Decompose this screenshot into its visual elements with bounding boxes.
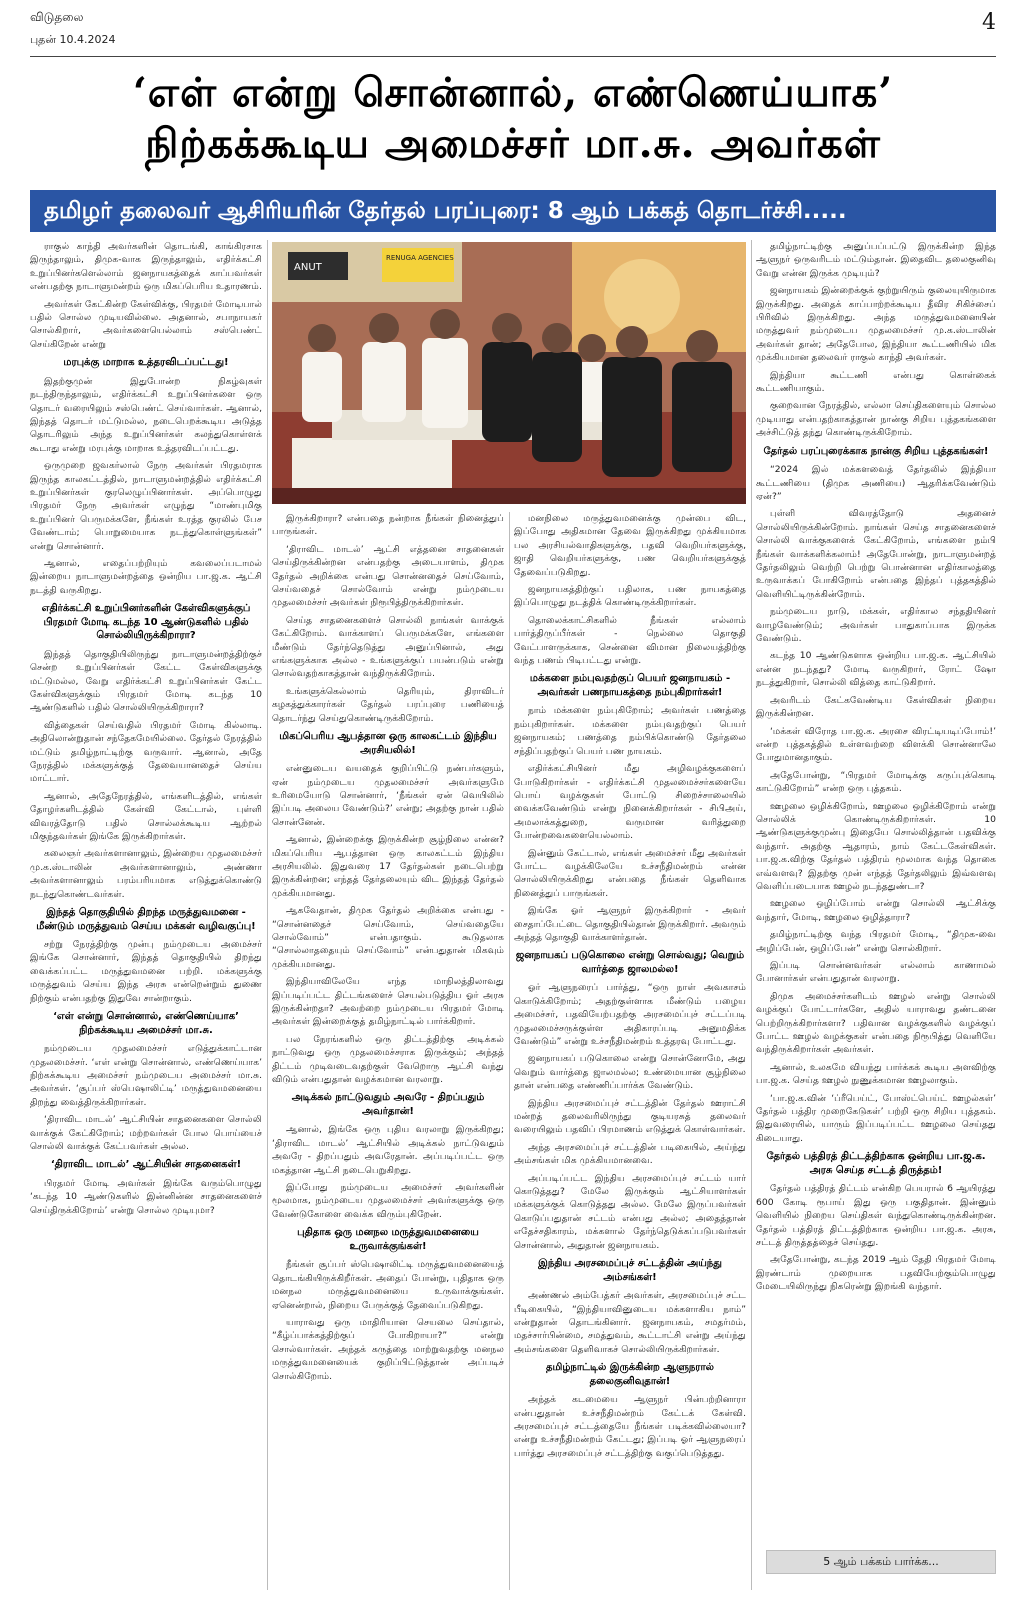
article-column-1 [30,240,262,1590]
paragraph: அண்ணல் அம்பேத்கர் அவர்கள், அரசமைப்புச் சட்ட பீடிகையில், “இந்தியாவினுடைய மக்களாகிய நாம்” என்றுதான் தொடங்கினார். ஜனநாயகம், சமதர்மம், மதச்சார்பின்மை, சமத்துவம், கூட்டாட்சி என்று அய்ந்து அம்சங்களை தெளிவாகச் சொல்லியிருக்கிறார்கள். [514,1290,746,1355]
paragraph: அந்த அரசமைப்புச் சட்டத்தின் படிகையில், அய்ந்து அம்சங்கள் மிக முக்கியமானவை. [514,1141,746,1167]
subheading: எதிர்க்கட்சி உறுப்பினர்களின் கேள்விகளுக்குப் பிரதமர் மோடி கடந்த 10 ஆண்டுகளில் பதில் சொல்லியிருக்கிறாரா? [41,603,251,642]
paragraph: ஒருமுறை ஜவகர்லால் நேரு அவர்கள் பிரதமராக இருந்த காலகட்டத்தில், நாடாளுமன்றத்தில் எதிர்க்கட்சி உறுப்பினர்கள் குரலெழுப்பினார்கள். அப்பொழுது பிரதமர் நேரு அவர்கள் எழுந்து “மாண்புமிகு உறுப்பினர் பெருமக்களே, நீங்கள் உரத்த குரலில் பேச வேண்டாம்; பொறுமையாக நடந்துகொள்ளுங்கள்” என்று சொன்னார். [30,460,262,552]
paragraph: அந்தக் கடமையை ஆளுநர் பின்பற்றினாரா என்பதுதான் உச்சநீதிமன்றம் கேட்டக் கேள்வி. அரசமைப்புச் சட்டத்தையே நீங்கள் படிக்கவில்லையா? என்று உச்சநீதிமன்றம் கேட்டது; இப்படி ஓர் ஆளுநரைப் பார்த்து அரசமைப்புச் சட்டத்திற்கு வகுப்பெடுத்தது. [514,1394,746,1459]
paragraph: செய்த சாதனைகளைச் சொல்லி நாங்கள் வாக்குக் கேட்கிறோம். வாக்காளப் பெருமக்களே, எங்களை மீண்டும் தேர்ந்தெடுத்து அனுப்பினால், அது எங்களுக்காக அல்ல - உங்களுக்குப் பயன்படும் என்று சொல்வதற்காகத்தான் வந்திருக்கிறோம். [272,614,504,680]
paragraph: ஜனநாயகத்திற்குப் பதிலாக, பண நாயகத்தை இப்பொழுது நடத்திக் கொண்டிருக்கிறார்கள். [514,584,746,609]
paragraph: இருக்கிறாரா? என்பதை நன்றாக நீங்கள் நினைத்துப் பாருங்கள். [272,513,504,538]
paragraph: இப்படி சொன்னவர்கள் எல்லாம் காணாமல் போனார்கள் என்பதுதான் வரலாறு. [756,960,996,985]
paragraph: ஓர் ஆளுநரைப் பார்த்து, “ஒரு நாள் அவகாசம் கொடுக்கிறோம்; அதற்குள்ளாக மீண்டும் பழைய அமைச்சர், பதவியேற்பதற்கு அரசமைப்புச் சட்டப்படி முதலமைச்சருக்குள்ள அதிகாரப்படி அனுமதிக்க வேண்டும்” என்று உச்சநீதிமன்றம் உத்தரவு போட்டது. [514,982,746,1047]
paragraph: ஜனநாயகப் படுகொலை என்று சொன்னோமே, அது வெறும் வார்த்தை ஜாலமல்ல; உண்மையான சூழ்நிலை தான் என்பதை எண்ணிப்பார்க்க வேண்டும். [514,1053,746,1092]
paragraph: ஆகவேதான், திமுக தேர்தல் அறிக்கை என்பது - “சொன்னதைச் செய்வோம், செய்வதையே சொல்வோம்” என்பதாகும். கூடுதலாக “சொல்லாததையும் செய்வோம்” என்பதுதான் மிகவும் முக்கியமானது. [272,905,504,970]
subheading: ‘எள் என்று சொன்னால், எண்ணெய்யாக’ நிற்கக்கூடிய அமைச்சர் மா.சு. [53,1011,239,1036]
paragraph: ஆனால், உலகமே வியந்து பார்க்கக் கூடிய அளவிற்கு பா.ஜ.க. செய்த ஊழல் நுணுக்கமான ஊழலாகும். [756,1061,996,1087]
subheading: தேர்தல் பத்திரத் திட்டத்திற்காக ஒன்றிய பா.ஜ.க. அரசு செய்த சட்டத் திருத்தம்! [766,1151,986,1176]
subheading: தேர்தல் பரப்புரைக்காக நான்கு சிறிய புத்தகங்கள்! [763,445,989,457]
article-column-3 [514,512,746,1590]
subheading: ‘திராவிட மாடல்’ ஆட்சியின் சாதனைகள்! [50,1159,242,1171]
article-column-2 [272,512,504,1590]
paragraph: இந்தத் தொகுதியிலிருந்து நாடாளுமன்றத்திற்குச் சென்ற உறுப்பினர்கள் கேட்ட கேள்விகளுக்கு மட்டுமல்ல, வேறு எதிர்க்கட்சி உறுப்பினர்கள் கேட்ட கேள்விகளுக்கும் பிரதமர் மோடி கடந்த 10 ஆண்டுகளில் பதில் சொல்லியிருக்கிறாரா? [30,648,262,714]
paragraph: அப்படிப்பட்ட இந்திய அரசமைப்புச் சட்டம் யார் கொடுத்தது? மேலே இருக்கும் ஆட்சியாளர்கள் மக்களுக்குக் கொடுத்தது அல்ல. மேலே இருப்பவர்கள் கொடுப்பதுதான் சட்டம் என்பது அல்ல; அதைத்தான் எதேச்சதிகாரம், மக்களால் தேர்ந்தெடுக்கப்படுபவர்கள் சொன்னால், அதுதான் ஜனநாயகம். [514,1172,746,1251]
section-banner: தமிழர் தலைவர் ஆசிரியரின் தேர்தல் பரப்புரை: 8 ஆம் பக்கத் தொடர்ச்சி..... [30,190,996,232]
paragraph: இதற்குமுன் இதுபோன்ற நிகழ்வுகள் நடந்திருந்தாலும், எதிர்க்கட்சி உறுப்பினர்களை ஒரு தொடர் வரையிலும் சஸ்பெண்ட் செய்வார்கள். ஆனால், இந்தத் தொடர் மட்டுமல்ல, நடைபெறக்கூடிய அடுத்த தொடரிலும் அந்த உறுப்பினர்கள் கலந்துகொள்ளக் கூடாது என்று மரபுக்கு மாறாக உத்தரவிடப்பட்டது. [30,375,262,454]
paragraph: ராகுல் காந்தி அவர்களின் தொடங்கி, காங்கிரசாக இருந்தாலும், திமுக-வாக இருந்தாலும், எதிர்க்கட்சி உறுப்பினர்களெல்லாம் ஜனநாயகத்தைக் காப்பவர்கள் என்பதற்கு நாடாளுமன்றம் ஒரு மிகப்பெரிய உதாரணம். [30,241,262,293]
event-photo-illustration [272,242,746,504]
paragraph: யாராவது ஒரு மாதிரியான செயலை செய்தால், “கீழ்ப்பாக்கத்திற்குப் போகிறாயா?” என்று சொல்வார்கள். அந்தக் கருத்தை மாற்றுவதற்கு மனநல மருத்துவமனையைக் குறிப்பிட்டுத்தான் அப்படிச் சொல்கிறோம். [272,1316,504,1382]
paragraph: இன்னும் கேட்டால், எங்கள் அமைச்சர் மீது அவர்கள் போட்ட வழக்கிலேயே உச்சநீதிமன்றம் என்ன சொல்லியிருக்கிறது என்பதை நீங்கள் தெளிவாக நினைத்துப் பாருங்கள். [514,847,746,899]
paragraph: என்னுடைய வயதைக் குறிப்பிட்டு நண்பர்களும், ஏன் நம்முடைய முதலமைச்சர் அவர்களுமே உரிமையோடு சொன்னார், ‘நீங்கள் ஏன் வெயிலில் இப்படி அலைய வேண்டும்?’ என்று; அதற்கு நான் பதில் சொன்னேன். [272,763,504,828]
paragraph: திமுக அமைச்சர்களிடம் ஊழல் என்று சொல்லி வழக்குப் போட்டார்களே, அதில் யாராவது தண்டனை பெற்றிருக்கிறார்களா? பதிவான வழக்குகளில் வழக்குப் போட்ட ஊழல் வழக்குகள் என்பதை நிரூபித்து வெளியே வந்திருக்கிறார்கள் அவர்கள். [756,990,996,1056]
paragraph: ஆனால், அதேநேரத்தில், எங்களிடத்தில், எங்கள் தோழர்களிடத்தில் கேள்வி கேட்டால், புள்ளி விவரத்தோடு பதில் சொல்லக்கூடிய ஆற்றல் மிகுந்தவர்கள் இங்கே இருக்கிறார்கள். [30,790,262,843]
page-number: 4 [982,10,996,35]
column-divider [751,240,752,1590]
paragraph: அதேபோன்று, “பிரதமர் மோடிக்கு கருப்புக்கொடி காட்டுகிறோம்” என்ற ஒரு புத்தகம். [756,769,996,795]
paragraph: கலைஞர் அவர்களானாலும், இன்றைய முதலமைச்சர் மு.க.ஸ்டாலின் அவர்களானாலும், அண்ணா அவர்களானாலும் பரம்பரியமாக எடுத்துக்கொண்டு நடந்துகொண்டவர்கள். [30,848,262,900]
photo-sign-renuga: RENUGA AGENCIES [386,254,454,262]
headline-line-2: நிற்கக்கூடிய அமைச்சர் மா.சு. அவர்கள் [145,120,881,167]
masthead-rule [30,56,996,57]
paragraph: ஆனால், எதைப்பற்றியும் கவலைப்படாமல் இன்றைய நாடாளுமன்றத்தை ஒன்றிய பா.ஜ.க. ஆட்சி நடத்தி வருகிறது. [30,558,262,596]
subheading: புதிதாக ஒரு மனநல மருத்துவமனையை உருவாக்குங்கள்! [297,1227,479,1252]
paragraph: அதேபோன்று, கடந்த 2019 ஆம் தேதி பிரதமர் மோடி இரண்டாம் முறையாக பதவியேற்கும்பொழுது மேடையிலிருந்து நிகரென்று இறங்கி வந்தார். [756,1254,996,1293]
subheading: அடிக்கல் நாட்டுவதும் அவரே - திறப்பதும் அவர்தான்! [291,1092,485,1117]
paragraph: ஊழலை ஒழிப்போம் என்று சொல்லி ஆட்சிக்கு வந்தார், மோடி, ஊழலை ஒழித்தாரா? [756,898,996,923]
continued-on-page-note: 5 ஆம் பக்கம் பார்க்க... [766,1550,996,1574]
subheading: மிகப்பெரிய ஆபத்தான ஒரு காலகட்டம் இந்திய அரசியலில்! [279,731,497,756]
headline [30,68,996,170]
paragraph: நம்முடைய நாடு, மக்கள், எதிர்கால சந்ததியினர் வாழவேண்டும்; அவர்கள் பாதுகாப்பாக இருக்க வேண்டும். [756,606,996,645]
paragraph: தமிழ்நாட்டிற்கு அனுப்பப்பட்டு இருக்கின்ற இந்த ஆளுநர் ஒருவரிடம் மட்டும்தான். இதைவிட தலைகுனிவு வேறு என்ன இருக்க முடியும்? [756,241,996,279]
headline-line-1: ‘எள் என்று சொன்னால், எண்ணெய்யாக’ [132,69,894,116]
subheading: மரபுக்கு மாறாக உத்தரவிடப்பட்டது! [63,357,229,369]
paragraph: வித்தைகள் செய்வதில் பிரதமர் மோடி கில்லாடி. அதிலொன்றுதான் சந்தேகமேயில்லை. தேர்தல் நேரத்தில் மட்டும் தமிழ்நாட்டிற்கு வருவார். ஆனால், அதே நேரத்தில் மக்களுக்குத் தேவையானதைச் செய்ய மாட்டார். [30,719,262,785]
paragraph: ‘பா.ஜ.க.வின் ‘ப்ரீபெய்ட், போஸ்ட்பெய்ட் ஊழல்கள்’ தேர்தல் பத்திர முறைகேடுகள்’ பற்றி ஒரு சிறிய புத்தகம். இதுவரையில், யாரும் இப்படிப்பட்ட ஊழலை செய்தது கிடையாது. [756,1092,996,1144]
paragraph: இந்தியாவிலேயே எந்த மாநிலத்திலாவது இப்படிப்பட்ட திட்டங்களைச் செயல்படுத்திய ஓர் அரசு இருக்கின்றதா? அவற்றை நம்முடைய பிரதமர் மோடி அவர்கள் இன்றைக்குத் தமிழ்நாட்டில் பார்க்கிறார். [272,976,504,1028]
subheading: ஜனநாயகப் படுகொலை என்று சொல்வது; வெறும் வார்த்தை ஜாலமல்ல! [515,950,745,975]
issue-date: புதன் 10.4.2024 [30,33,116,46]
subheading: இந்தத் தொகுதியில் திறந்த மருத்துவமனை - மீண்டும் மருத்துவம் செய்ய மக்கள் வழிவகுப்பு! [36,907,256,932]
paragraph: சற்று நேரத்திற்கு முன்பு நம்முடைய அமைச்சர் இங்கே சொன்னார், இந்தத் தொகுதியில் திறந்து வைக்கப்பட்ட மருத்துவமனை பற்றி. மக்களுக்கு மருத்துவம் செய்ய இந்த அரசு என்றென்றும் துணை நிற்கும் என்பதற்கு இதுவே சான்றாகும். [30,939,262,1004]
masthead [30,8,996,60]
paragraph: “2024 இல் மக்களவைத் தேர்தலில் இந்தியா கூட்டணியை (திமுக அணியை) ஆதரிக்கவேண்டும் ஏன்?” [756,464,996,502]
paragraph: நீங்கள் சூப்பர் ஸ்பெஷாலிட்டி மருத்துவமனையைத் தொடங்கியிருக்கிறீர்கள். அதைப் போன்று, புதிதாக ஒரு மனநல மருத்துவமனையை உருவாக்குங்கள். ஏனென்றால், நிறைய பேருக்குத் தேவைப்படுகிறது. [272,1259,504,1311]
paragraph: எதிர்க்கட்சியினர் மீது அழிவழக்குகளைப் போடுகிறார்கள் - எதிர்க்கட்சி முதலமைச்சர்களையே பொய் வழக்குகள் போட்டு சிறைச்சாலையில் வைக்கவேண்டும் என்று நினைக்கிறார்கள் - சிபிஅய், அமலாக்கத்துறை, வருமான வரித்துறை போன்றவைகளையெல்லாம். [514,763,746,842]
paragraph: நாம் மக்களை நம்புகிறோம்; அவர்கள் பணத்தை நம்புகிறார்கள். மக்களை நம்புவதற்குப் பெயர் ஜனநாயகம்; பணத்தை நம்பிக்கொண்டு தேர்தலை சந்திப்பதற்குப் பெயர் பண நாயகம். [514,705,746,757]
paragraph: உங்களுக்கெல்லாம் தெரியும், திராவிடர் கழகத்துக்காரர்கள் தேர்தல் பரப்புரை பணியைத் தொடர்ந்து செய்துகொண்டிருக்கிறோம். [272,685,504,724]
paragraph: அவரிடம் கேட்கவேண்டிய கேள்விகள் நிறைய இருக்கின்றன. [756,694,996,720]
paragraph: இந்திய அரசமைப்புச் சட்டத்தின் தேர்தல் ஊராட்சி மன்றத் தலைவரிலிருந்து குடியரசுத் தலைவர் வரையிலும் பதவிப் பிரமாணம் எடுத்துக் கொள்வார்கள். [514,1097,746,1136]
paragraph: இந்தியா கூட்டணி என்பது கொள்கைக் கூட்டணியாகும். [756,369,996,395]
paragraph: மனநிலை மருத்துவமனைக்கு முன்பை விட, இப்போது அதிகமான தேவை இருக்கிறது முக்கியமாக பல அரசியல்வாதிகளுக்கு, பதவி வெறியர்களுக்கு, ஜாதி வெறியர்களுக்கு, பண வெறியர்களுக்குத் தேவைப்படுகிறது. [514,513,746,578]
paragraph: ‘திராவிட மாடல்’ ஆட்சி எத்தனை சாதனைகள் செய்திருக்கின்றன என்பதற்கு அடையாளம், திமுக தேர்தல் அறிக்கை என்பது சொன்னதைச் செய்வோம், செய்வதைச் சொல்வோம் என்று நம்முடைய முதலமைச்சர் அவர்கள் நிரூபித்திருக்கிறார்கள். [272,543,504,609]
paragraph: ‘திராவிட மாடல்’ ஆட்சியின் சாதனைகளை சொல்லி வாக்குக் கேட்கிறோம்; மற்றவர்கள் போல பொய்யைச் சொல்லி வாக்குக் கேட்பவர்கள் அல்ல. [30,1114,262,1152]
subheading: தமிழ்நாட்டில் இருக்கின்ற ஆளுநரால் தலைகுனிவுதான்! [546,1362,714,1387]
column-divider [267,240,268,1590]
column-divider [509,512,510,1590]
paragraph: ஜனநாயகம் இன்றைக்குக் குற்றுயிரும் குலையுயிருமாக இருக்கிறது. அதைக் காப்பாற்றக்கூடிய தீவிர சிகிச்சைப் பிரிவில் இருக்கிறது. அந்த மருத்துவமனையின் மருத்துவர் நம்முடைய முதலமைச்சர் மு.க.ஸ்டாலின் அவர்கள் தான்; அதேபோல, இந்தியா கூட்டணியில் மிக முக்கியமான தலைவர் ராகுல் காந்தி அவர்கள். [756,285,996,364]
newspaper-name: விடுதலை [30,10,84,24]
paragraph: அவர்கள் கேட்கின்ற கேள்விக்கு, பிரதமர் மோடியால் பதில் சொல்ல முடியவில்லை. அதனால், சபாநாயகர் சொல்கிறார், அவர்களையெல்லாம் சஸ்பெண்ட் செய்கிறேன் என்று [30,298,262,350]
paragraph: பல நேரங்களில் ஒரு திட்டத்திற்கு அடிக்கல் நாட்டுவது ஒரு முதலமைச்சராக இருக்கும்; அந்தத் திட்டம் முடிவடைவதற்குள் வேறொரு ஆட்சி வந்து விடும் என்பதுதான் வழக்கமான வரலாறு. [272,1033,504,1086]
paragraph: பிரதமர் மோடி அவர்கள் இங்கே வரும்பொழுது ‘கடந்த 10 ஆண்டுகளில் இன்னின்ன சாதனைகளைச் செய்திருக்கிறோம்’ என்று சொல்ல முடியுமா? [30,1177,262,1216]
event-photo [272,242,746,504]
subheading: மக்களை நம்புவதற்குப் பெயர் ஜனநாயகம் - அவர்கள் பணநாயகத்தை நம்புகிறார்கள்! [529,673,731,698]
paragraph: தேர்தல் பத்திரத் திட்டம் என்கிற பெயரால் 6 ஆயிரத்து 600 கோடி ரூபாய் இது ஒரு பகுதிதான். இன்னும் வெளியில் நிறைய செய்திகள் வந்துகொண்டிருக்கின்றன. தேர்தல் பத்திரத் திட்டத்திற்காக ஒன்றிய பா.ஜ.க. அரசு, சட்டத் திருத்தத்தைச் செய்தது. [756,1183,996,1248]
paragraph: குறைவான நேரத்தில், எல்லா செய்திகளையும் சொல்ல முடியாது என்பதற்காகத்தான் நான்கு சிறிய புத்தகங்களை அச்சிட்டுத் தந்து கொண்டிருக்கிறோம். [756,400,996,439]
paragraph: தொலைக்காட்சிகளில் நீங்கள் எல்லாம் பார்த்திருப்பீர்கள் - நெல்லை தொகுதி வேட்பாளருக்காக, சென்னை விமான நிலையத்திற்கு வந்த பணம் பிடிபட்டது என்று. [514,614,746,667]
paragraph: தமிழ்நாட்டிற்கு வந்த பிரதமர் மோடி, “திமுக-வை அழிப்பேன், ஒழிப்பேன்” என்று சொல்கிறார். [756,929,996,954]
paragraph: ‘மக்கள் விரோத பா.ஜ.க. அரசை விரட்டியடிப்போம்!’ என்ற புத்தகத்தில் உள்ளவற்றை விளக்கி சொன்னாலே போதுமானதாகும். [756,725,996,764]
paragraph: நம்முடைய முதலமைச்சர் எடுத்துக்காட்டான முதலமைச்சர். ‘எள் என்று சொன்னால், எண்ணெய்யாக’ நிற்கக்கூடிய அமைச்சர் நம்முடைய அமைச்சர் மா.சு. அவர்கள். ‘சூப்பர் ஸ்பெஷாலிட்டி’ மருத்துவமனையை திறந்து வைத்திருக்கிறார்கள். [30,1043,262,1108]
paragraph: இங்கே ஓர் ஆளுநர் இருக்கிறார் - அவர் சைதாப்பேட்டை தொகுதியில்தான் இருக்கிறார். அவரும் அந்தத் தொகுதி வாக்காளர்தான். [514,905,746,943]
paragraph: ஆனால், இங்கே ஒரு புதிய வரலாறு இருக்கிறது; ‘திராவிட மாடல்’ ஆட்சியில் அடிக்கல் நாட்டுவதும் அவரே - திறப்பதும் அவரேதான். அப்படிப்பட்ட ஒரு மகத்தான ஆட்சி நடைபெறுகிறது. [272,1124,504,1176]
article-column-4 [756,240,996,1540]
subheading: இந்திய அரசமைப்புச் சட்டத்தின் அய்ந்து அம்சங்கள்! [538,1258,722,1283]
paragraph: கடந்த 10 ஆண்டுகளாக ஒன்றிய பா.ஜ.க. ஆட்சியில் என்ன நடந்தது? மோடி வருகிறார், ரோட் ஷோ நடத்துகிறார், சொல்லி வித்தை காட்டுகிறார். [756,650,996,689]
paragraph: இப்போது நம்முடைய அமைச்சர் அவர்களின் மூலமாக, நம்முடைய முதலமைச்சர் அவர்களுக்கு ஒரு வேண்டுகோளை வைக்க விரும்புகிறேன். [272,1182,504,1220]
photo-sign-anut: ANUT [294,262,322,273]
paragraph: ஊழலை ஒழிக்கிறோம், ஊழலை ஒழிக்கிறோம் என்று சொல்லிக் கொண்டிருக்கிறார்கள். 10 ஆண்டுகளுக்குமுன்பு இதையே சொல்லித்தான் பதவிக்கு வந்தார். அதற்கு ஆதாரம், நாம் கேட்டகேள்விகள். பா.ஜ.க.விற்கு தேர்தல் பத்திரம் மூலமாக வந்த தொகை எவ்வளவு? இதற்கு முன் எந்தத் தேர்தலிலும் இவ்வளவு வெளிப்படையாக ஊழல் நடந்ததுண்டா? [756,800,996,892]
paragraph: புள்ளி விவரத்தோடு அதனைச் சொல்லியிருக்கின்றோம். நாங்கள் செய்த சாதனைகளைச் சொல்லி வாக்குகளைக் கேட்கிறோம், எங்களை நம்பி நீங்கள் வாக்களிக்கலாம்! அதேபோன்று, நாடாளுமன்றத் தேர்தலிலும் வெற்றி பெற்று பொன்னான எதிர்காலத்தை உருவாக்கப் போகிறோம் என்பதை இந்தப் புத்தகத்தில் வெளியிட்டிருக்கின்றோம். [756,508,996,600]
paragraph: ஆனால், இன்றைக்கு இருக்கின்ற சூழ்நிலை என்ன? மிகப்பெரிய ஆபத்தான ஒரு காலகட்டம் இந்திய அரசியலில். இதுவரை 17 தேர்தல்கள் நடைபெற்று இருக்கின்றன; எந்தத் தேர்தலையும் விட இந்தத் தேர்தல் முக்கியமானது. [272,834,504,899]
